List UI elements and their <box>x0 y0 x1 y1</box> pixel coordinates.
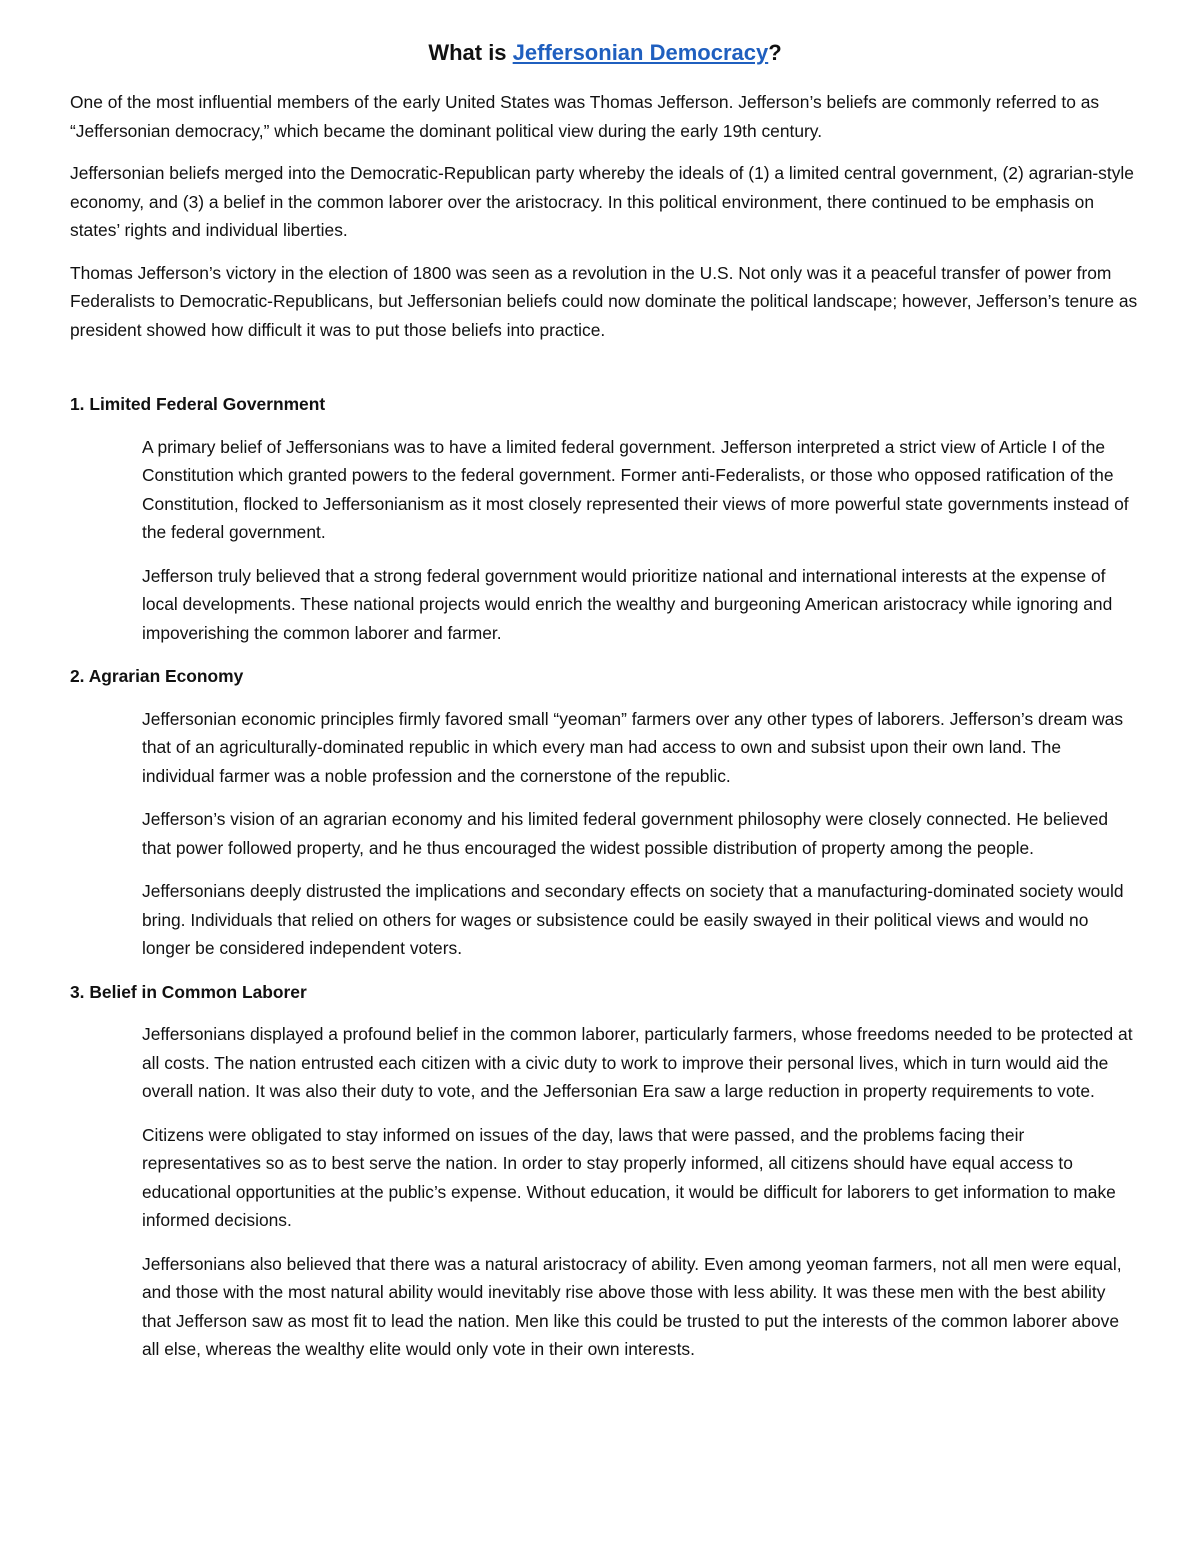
intro-section <box>70 88 1140 344</box>
section-paragraph: A primary belief of Jeffersonians was to have a limited federal government. Jefferson interpreted a strict view of Article I of the Constitution which granted powers to the federal government. Former anti-Federalists, or those who opposed ratification of the Constitution, flocked to Jeffersonianism as it most closely represented their views of more powerful state governments instead of the federal government. <box>142 436 1129 542</box>
intro-paragraph-2: Jeffersonian beliefs merged into the Democratic-Republican party whereby the ideals of (1) a limited central government, (2) agrarian-style economy, and (3) a belief in the common laborer over the aristocracy. In this political environment, there continued to be emphasis on states’ rights and individual liberties. <box>70 163 1134 240</box>
section-paragraph: Citizens were obligated to stay informed on issues of the day, laws that were passed, and the problems facing their representatives so as to best serve the nation. In order to stay properly informed, all citizens should have equal access to educational opportunities at the public’s expense. Without education, it would be difficult for laborers to get information to make informed decisions. <box>142 1124 1116 1230</box>
section-paragraph: Jeffersonians deeply distrusted the implications and secondary effects on society that a manufacturing-dominated society would bring. Individuals that relied on others for wages or subsistence could be easily swayed in their political views and would no longer be considered independent voters. <box>142 881 1124 958</box>
intro-paragraph-1: One of the most influential members of the early United States was Thomas Jefferson. Jefferson’s beliefs are commonly referred to as “Jeffersonian democracy,” which became the dominant political view during the early 19th century. <box>70 92 1100 141</box>
intro-paragraph-3: Thomas Jefferson’s victory in the election of 1800 was seen as a revolution in the U.S. Not only was it a peaceful transfer of power from Federalists to Democratic-Republicans, but Jeffersonian beliefs could now dominate the political landscape; however, Jefferson’s tenure as president showed how difficult it was to put those beliefs into practice. <box>70 262 1138 340</box>
section-paragraph: Jefferson truly believed that a strong federal government would prioritize national and international interests at the expense of local developments. These national projects would enrich the wealthy and burgeoning American aristocracy while ignoring and impoverishing the common laborer and farmer. <box>142 565 1113 643</box>
section-heading: 2. Agrarian Economy <box>70 666 244 686</box>
section-belief-in-common-laborer <box>70 978 1140 1364</box>
section-paragraph: Jeffersonians displayed a profound belief in the common laborer, particularly farmers, whose freedoms needed to be protected at all costs. The nation entrusted each citizen with a civic duty to work to improve their personal lives, which in turn would aid the overall nation. It was also their duty to vote, and the Jeffersonian Era saw a large reduction in property requirements to vote. <box>142 1024 1133 1101</box>
section-body <box>70 705 1140 963</box>
section-limited-federal-government <box>70 390 1140 647</box>
section-body <box>70 433 1140 648</box>
section-paragraph: Jefferson’s vision of an agrarian economy and his limited federal government philosophy were closely connected. He believed that power followed property, and he thus encouraged the widest possible distribution of property among the people. <box>142 809 1109 858</box>
title-prefix: What is <box>428 40 513 65</box>
title-link-jeffersonian-democracy[interactable]: Jeffersonian Democracy <box>512 40 769 65</box>
section-body <box>70 1020 1140 1364</box>
document-page <box>70 38 1140 1364</box>
page-title <box>70 38 1140 68</box>
section-paragraph: Jeffersonians also believed that there was a natural aristocracy of ability. Even among yeoman farmers, not all men were equal, and those with the most natural ability would inevitably rise above those with less ability. It was these men with the best ability that Jefferson saw as most fit to lead the nation. Men like this could be trusted to put the interests of the common laborer above all else, whereas the wealthy elite would only vote in their own interests. <box>142 1253 1122 1359</box>
section-heading: 1. Limited Federal Government <box>70 394 326 414</box>
section-paragraph: Jeffersonian economic principles firmly favored small “yeoman” farmers over any other types of laborers. Jefferson’s dream was that of an agriculturally-dominated republic in which every man had access to own and subsist upon their own land. The individual farmer was a noble profession and the cornerstone of the republic. <box>142 708 1124 786</box>
title-suffix: ? <box>768 40 782 65</box>
section-heading: 3. Belief in Common Laborer <box>70 981 307 1002</box>
section-agrarian-economy <box>70 662 1140 963</box>
